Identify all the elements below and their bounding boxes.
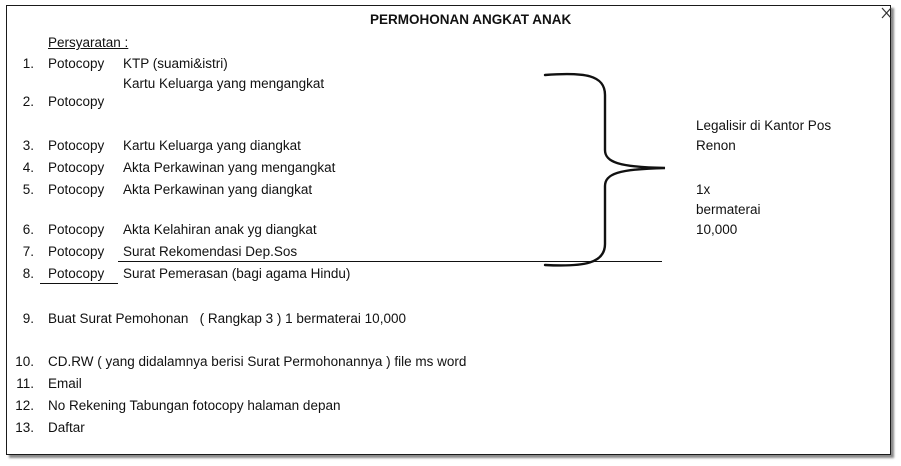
close-icon[interactable] (881, 7, 892, 19)
item-text: Potocopy (48, 244, 105, 259)
item-number: 13. (15, 420, 34, 435)
item-detail: Akta Perkawinan yang mengangkat (123, 160, 336, 175)
item-detail: Akta Perkawinan yang diangkat (123, 182, 313, 197)
side-note-line: 1x (696, 182, 711, 197)
item-text: Potocopy (48, 222, 105, 237)
side-note-line: Renon (696, 138, 736, 153)
item-text: Buat Surat Pemohonan ( Rangkap 3 ) 1 bermaterai 10,000 (48, 311, 406, 326)
item-number: 1. (22, 56, 34, 71)
item-text: No Rekening Tabungan fotocopy halaman depan (48, 398, 341, 413)
item-detail: Surat Rekomendasi Dep.Sos (123, 244, 298, 259)
item-text: Daftar (48, 420, 85, 435)
item-number: 10. (15, 354, 34, 369)
item-detail: Surat Pemerasan (bagi agama Hindu) (123, 266, 351, 281)
item-number: 2. (22, 94, 34, 109)
document-title: PERMOHONAN ANGKAT ANAK (370, 12, 572, 27)
curly-brace (540, 70, 670, 270)
side-note-line: bermaterai (696, 202, 761, 217)
item-detail: KTP (suami&istri) (123, 56, 228, 71)
item-number: 3. (22, 138, 34, 153)
item-text: Potocopy (48, 182, 105, 197)
item-detail: Kartu Keluarga yang mengangkat (123, 76, 325, 91)
item-text: Email (48, 376, 82, 391)
item-detail: Akta Kelahiran anak yg diangkat (123, 222, 317, 237)
item-number: 8. (22, 266, 34, 281)
item-text: Potocopy (48, 94, 105, 109)
item-text: Potocopy (48, 138, 105, 153)
divider-line (40, 283, 118, 284)
side-note-line: Legalisir di Kantor Pos (696, 118, 832, 133)
item-number: 5. (22, 182, 34, 197)
item-text: Potocopy (48, 56, 105, 71)
item-number: 6. (22, 222, 34, 237)
item-detail: Kartu Keluarga yang diangkat (123, 138, 301, 153)
item-text: Potocopy (48, 160, 105, 175)
item-number: 4. (22, 160, 34, 175)
requirements-heading: Persyaratan : (48, 35, 129, 50)
item-number: 11. (16, 376, 34, 391)
item-number: 9. (22, 311, 34, 326)
item-number: 12. (15, 398, 34, 413)
item-number: 7. (22, 244, 34, 259)
side-note-line: 10,000 (696, 222, 738, 237)
item-text: Potocopy (48, 266, 105, 281)
item-text: CD.RW ( yang didalamnya berisi Surat Permohonannya ) file ms word (48, 354, 467, 369)
